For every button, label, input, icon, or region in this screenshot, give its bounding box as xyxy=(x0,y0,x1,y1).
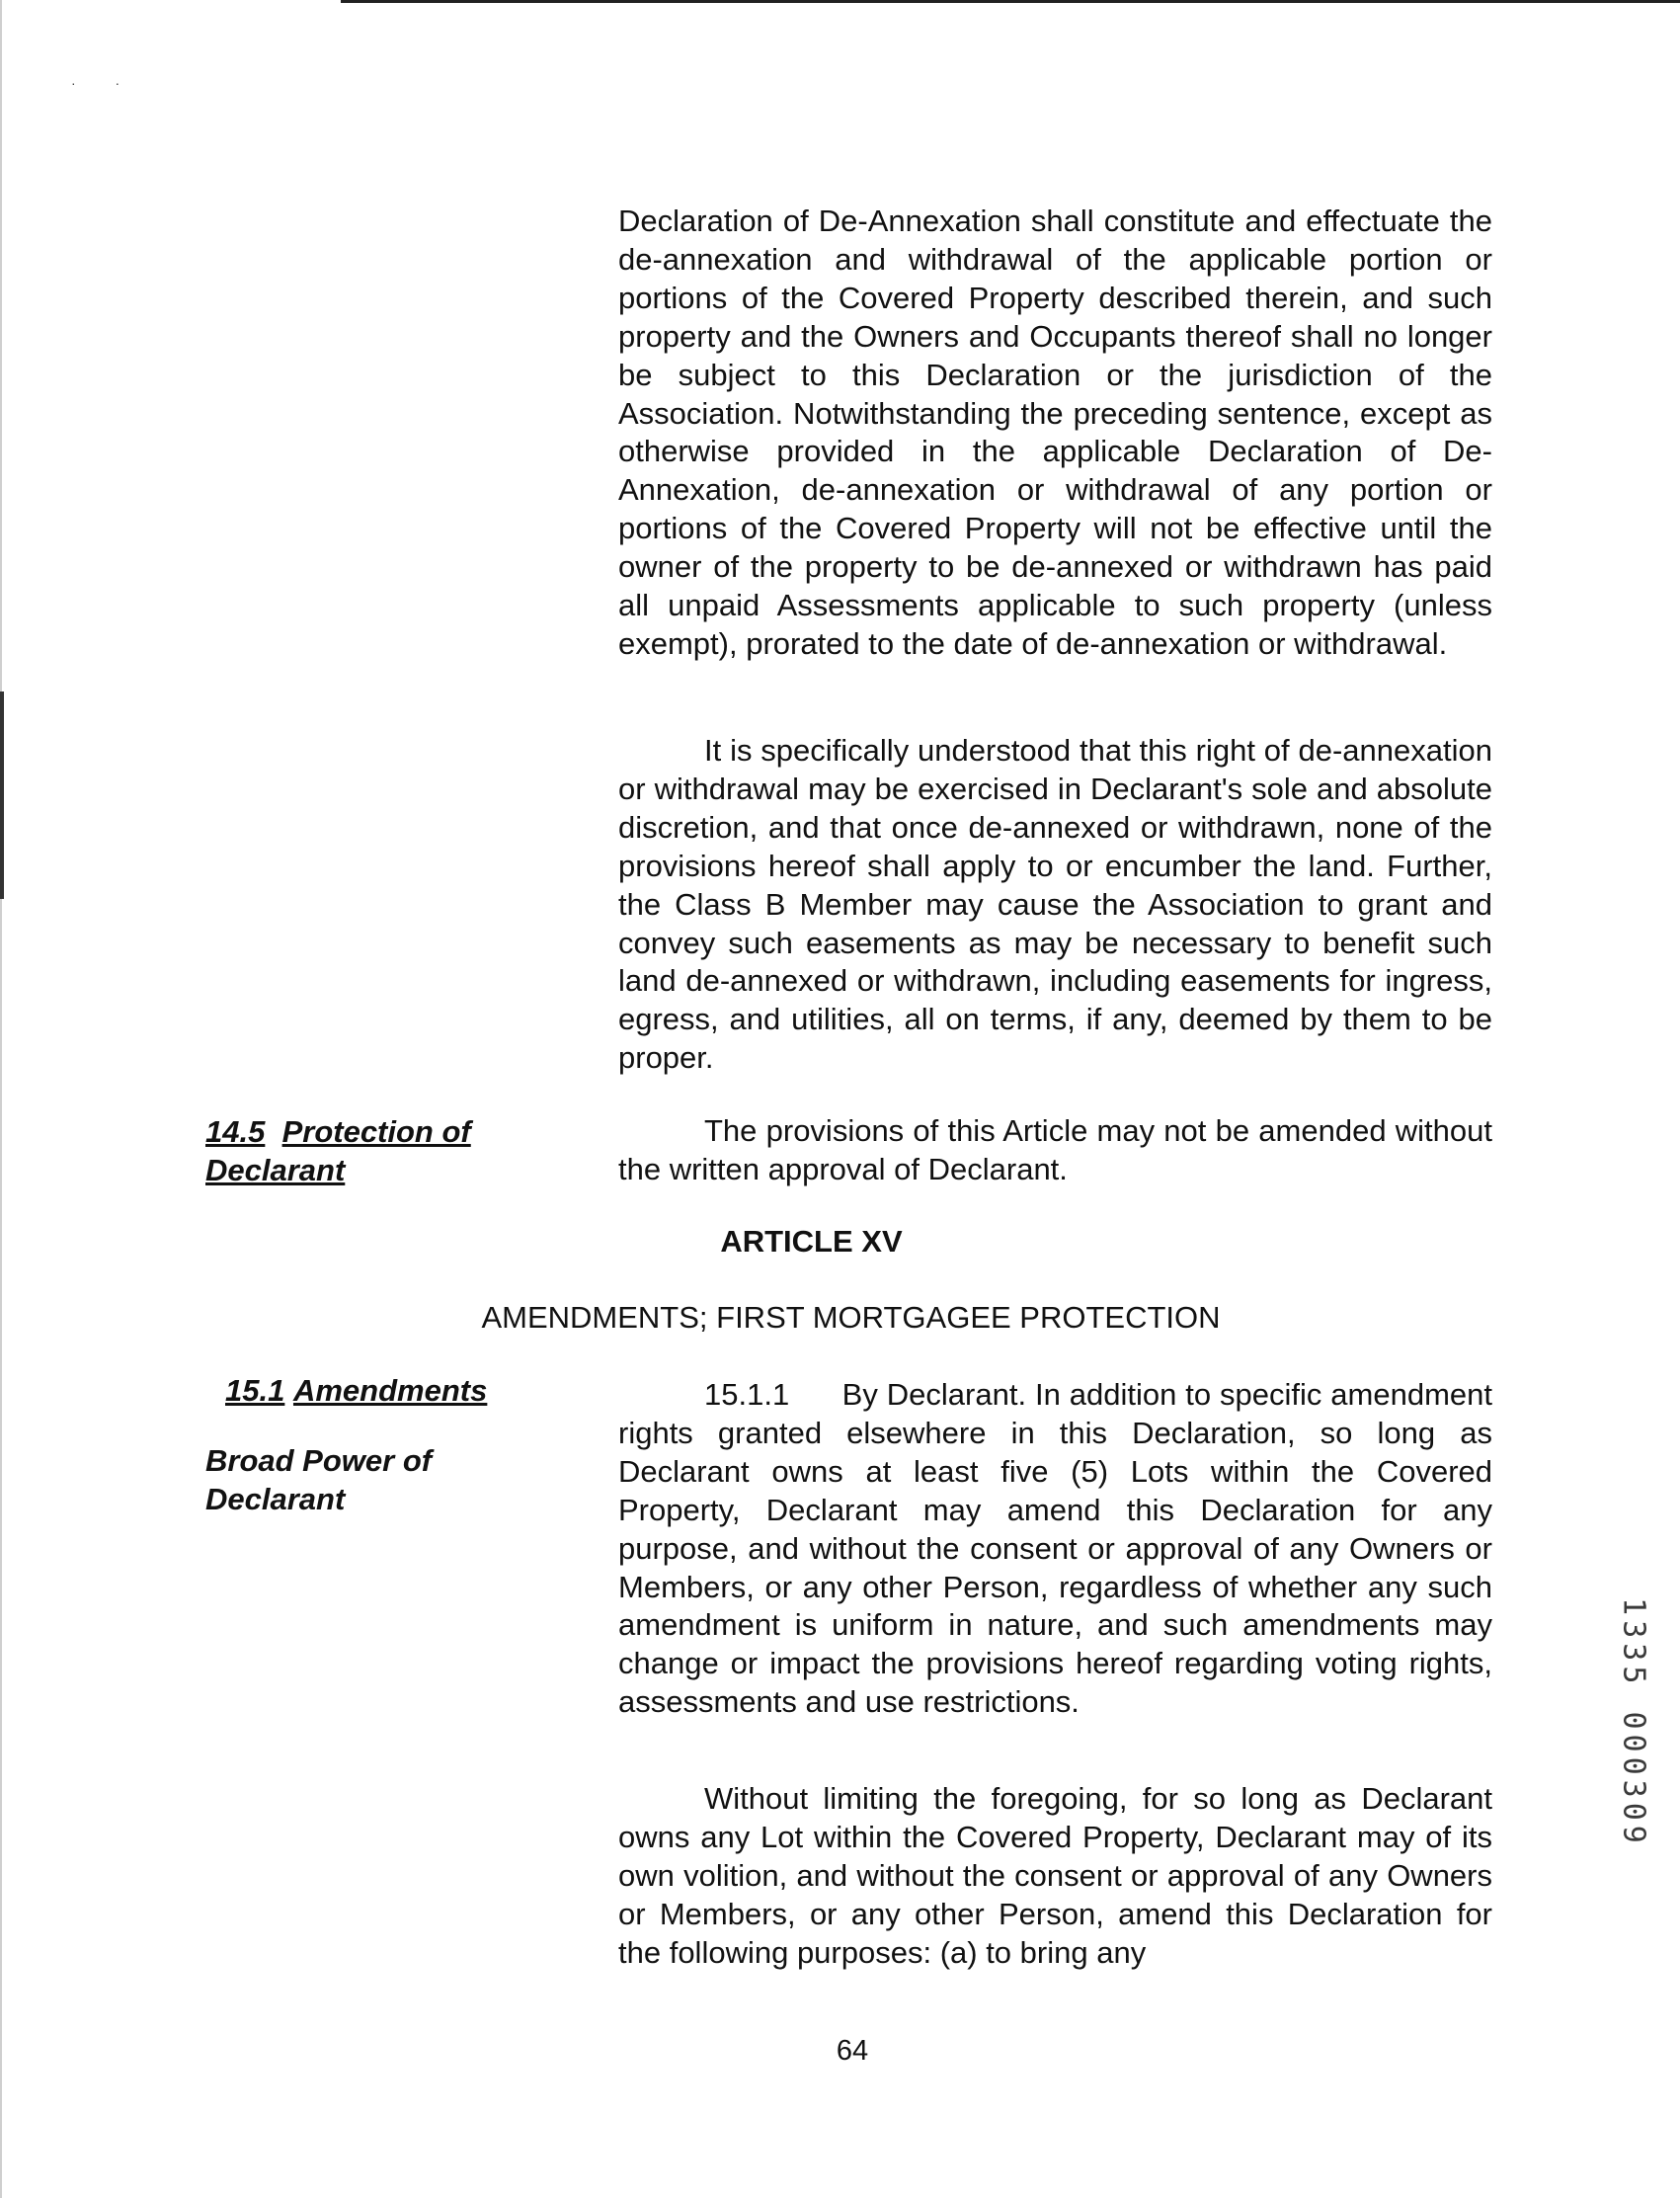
subsection-title-continued: Declarant xyxy=(205,1482,346,1516)
section-title: Amendments xyxy=(292,1373,488,1408)
recording-stamp-text: 1335 000309 xyxy=(1616,1597,1651,1848)
section-number: 14.5 xyxy=(205,1114,266,1149)
scan-artifact: · · xyxy=(71,75,138,91)
subsection-title: Broad Power of xyxy=(205,1443,433,1478)
body-paragraph-right-of-deannexation xyxy=(618,732,1492,1078)
section-title-continued: Declarant xyxy=(205,1153,346,1187)
section-heading-14-5 xyxy=(205,1112,471,1189)
scan-top-rule xyxy=(341,0,1680,3)
body-paragraph-without-limiting xyxy=(618,1780,1492,1973)
scan-left-edge xyxy=(0,0,2,2198)
body-paragraph-protection xyxy=(618,1112,1492,1189)
paragraph-text: The provisions of this Article may not be amended without the written approval of Declarant. xyxy=(618,1113,1492,1186)
recording-stamp xyxy=(1598,1592,1669,1854)
body-paragraph-deannexation xyxy=(618,203,1492,664)
article-subtitle: AMENDMENTS; FIRST MORTGAGEE PROTECTION xyxy=(481,1300,1221,1335)
paragraph-text: 15.1.1 By Declarant. In addition to specific amendment rights granted elsewhere in this Declaration, so long as Declarant owns at least five (5) Lots within the Covered Property, Declarant may amend this Declaration for any purpose, and without the consent or approval of any Owners or Members, or any other Person, regardless of whether any such amendment is uniform in nature, and such amendments may change or impact the provisions hereof regarding voting rights, assessments and use restrictions. xyxy=(618,1377,1501,1720)
section-number: 15.1 xyxy=(225,1373,285,1408)
paragraph-text: It is specifically understood that this right of de-annexation or withdrawal may be exercised in Declarant's sole and absolute discretion, and that once de-annexed or withdrawn, none of the provisions hereof shall apply to or encumber the land. Further, the Class B Member may cause the Association to grant and convey such easements as may be necessary to benefit such land de-annexed or withdrawn, including easements for ingress, egress, and utilities, all on terms, if any, deemed by them to be proper. xyxy=(618,733,1492,1076)
paragraph-text: Without limiting the foregoing, for so long as Declarant owns any Lot within the Covered Property, Declarant may of its own volition, and without the consent or approval of any Owners or Members, or any other Person, amend this Declaration for the following purposes: (a) to bring any xyxy=(618,1781,1492,1970)
subsection-heading-broad-power xyxy=(205,1441,432,1518)
page-number: 64 xyxy=(836,2035,869,2067)
paragraph-text: Declaration of De-Annexation shall constitute and effectuate the de-annexation and withdrawal of the applicable portion or portions of the Covered Property described therein, and such property and the Owners and Occupants thereof shall no longer be subject to this Declaration or the jurisdiction of the Association. Notwithstanding the preceding sentence, except as otherwise provided in the applicable Declaration of De-Annexation, de-annexation or withdrawal of any portion or portions of the Covered Property will not be effective until the owner of the property to be de-annexed or withdrawn has paid all unpaid Assessments applicable to such property (unless exempt), prorated to the date of de-annexation or withdrawal. xyxy=(618,204,1492,661)
body-paragraph-15-1-1 xyxy=(618,1376,1501,1722)
section-heading-15-1 xyxy=(225,1371,487,1410)
article-title: ARTICLE XV xyxy=(720,1224,903,1259)
scan-edge-tick xyxy=(0,692,4,899)
section-title: Protection of xyxy=(281,1114,471,1149)
